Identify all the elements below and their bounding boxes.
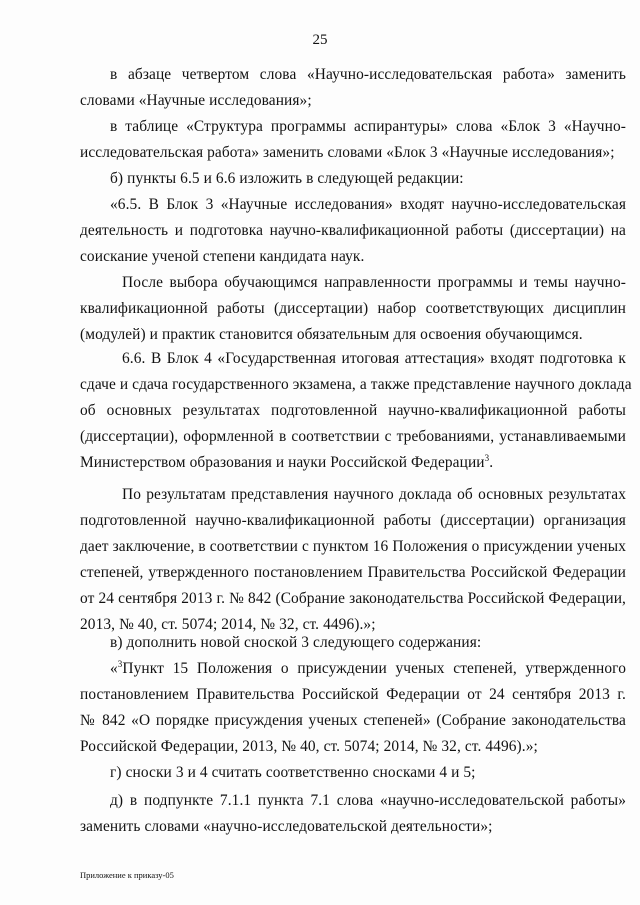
text-fragment: Пункт 15 Положения о присуждении ученых степеней, утвержденного — [122, 660, 626, 677]
text-line: заменить словами «научно-исследовательской деятельности»; — [80, 818, 493, 835]
text-line: д) в подпункте 7.1.1 пункта 7.1 слова «научно-исследовательской работы» — [110, 792, 626, 809]
text-fragment: « — [110, 660, 118, 677]
text-line: «6.5. В Блок 3 «Научные исследования» входят научно-исследовательская — [110, 196, 626, 213]
text-line: исследовательская работа» заменить словами «Блок 3 «Научные исследования»; — [80, 144, 615, 161]
text-line: деятельность и подготовка научно-квалификационной работы (диссертации) на — [80, 222, 626, 239]
paragraph-p6 — [80, 346, 632, 476]
paragraph-p2 — [80, 114, 626, 166]
text-line: дает заключение, в соответствии с пунктом 16 Положения о присуждении ученых — [80, 538, 626, 555]
text-line — [80, 656, 626, 682]
text-line: постановлением Правительства Российской Федерации от 24 сентября 2013 г. — [80, 686, 626, 703]
text-line: г) сноски 3 и 4 считать соответственно сносками 4 и 5; — [110, 764, 476, 781]
text-line: № 842 «О порядке присуждения ученых степеней» (Собрание законодательства — [80, 712, 626, 729]
text-line: степеней, утвержденного постановлением Правительства Российской Федерации — [80, 564, 626, 581]
text-fragment: . — [489, 454, 494, 471]
text-line: 2013, № 40, ст. 5074; 2014, № 32, ст. 4496).»; — [80, 616, 376, 633]
text-line: 6.6. В Блок 4 «Государственная итоговая аттестация» входят подготовка к — [122, 350, 626, 367]
footnote-ref: 3 — [484, 452, 490, 463]
text-line: в абзаце четвертом слова «Научно-исследовательская работа» заменить — [110, 66, 626, 83]
text-line — [80, 450, 626, 476]
paragraph-p4 — [80, 192, 626, 270]
text-line: (диссертации), оформленной в соответствии с требованиями, устанавливаемыми — [80, 428, 626, 445]
text-line: в таблице «Структура программы аспирантуры» слова «Блок 3 «Научно- — [110, 118, 626, 135]
paragraph-p3 — [80, 166, 626, 192]
text-line: об основных результатах подготовленной научно-квалификационной работы — [80, 402, 626, 419]
text-fragment: Министерством образования и науки Российской Федерации — [80, 454, 485, 471]
text-line: соискание ученой степени кандидата наук. — [80, 248, 365, 265]
text-line: Российской Федерации, 2013, № 40, ст. 5074; 2014, № 32, ст. 4496).»; — [80, 738, 538, 755]
text-line: от 24 сентября 2013 г. № 842 (Собрание законодательства Российской Федерации, — [80, 590, 626, 607]
text-line: (модулей) и практик становится обязательным для освоения обучающимся. — [80, 326, 583, 343]
text-line: подготовленной научно-квалификационной работы (диссертации) организация — [80, 512, 626, 529]
paragraph-p1 — [80, 62, 626, 114]
text-line: После выбора обучающимся направленности программы и темы научно- — [122, 274, 626, 291]
paragraph-p8 — [80, 630, 626, 656]
paragraph-p7 — [80, 482, 626, 638]
paragraph-p10 — [80, 760, 626, 786]
paragraph-p11 — [80, 788, 626, 840]
text-line: квалификационной работы (диссертации) набор соответствующих дисциплин — [80, 300, 626, 317]
footnote-ref: 3 — [117, 658, 123, 669]
paragraph-p9 — [80, 656, 626, 760]
text-line: в) дополнить новой сноской 3 следующего содержания: — [110, 634, 482, 651]
text-line: словами «Научные исследования»; — [80, 92, 312, 109]
text-line: По результатам представления научного доклада об основных результатах — [122, 486, 626, 503]
text-line: б) пункты 6.5 и 6.6 изложить в следующей редакции: — [110, 170, 464, 187]
page-number: 25 — [312, 32, 328, 48]
paragraph-p5 — [80, 270, 626, 348]
text-line: сдаче и сдача государственного экзамена, а также представление научного доклада — [80, 376, 632, 393]
page-footer: Приложение к приказу-05 — [80, 870, 174, 880]
